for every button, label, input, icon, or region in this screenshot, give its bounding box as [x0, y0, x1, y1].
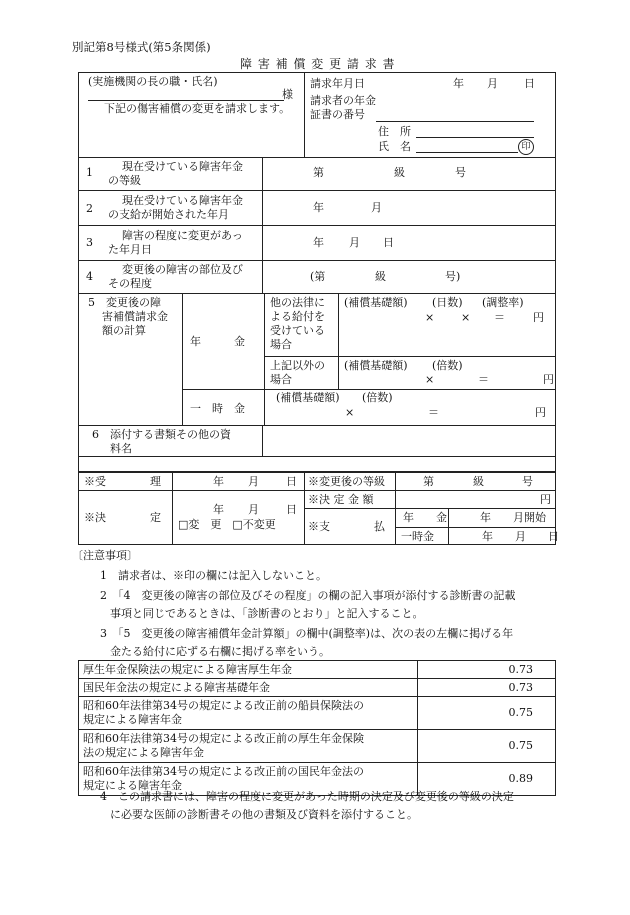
date-year-unit: 年	[453, 77, 464, 90]
f2-times: ×	[425, 373, 435, 386]
row2-tsuki: 月	[371, 201, 382, 214]
note-3-cont: 金たる給付に応ずる右欄に掲げる率をいう。	[110, 645, 330, 658]
row4-go: 号)	[445, 270, 461, 283]
date-day-unit: 日	[524, 77, 535, 90]
f2-equals: ＝	[478, 373, 489, 386]
f3-equals: ＝	[428, 406, 439, 419]
rate-label-cont: 規定による障害年金	[83, 779, 182, 792]
other-law-label-3: 受けている	[270, 324, 325, 337]
rate-label: 昭和60年法律第34号の規定による改正前の船員保険法の	[83, 699, 364, 712]
ichiji-label: 一 時 金	[190, 402, 245, 415]
date-label: 請求年月日	[310, 77, 365, 90]
row2-label: 現在受けている障害年金	[122, 194, 243, 207]
rate-value: 0.73	[508, 662, 533, 676]
row2-label-2: の支給が開始された年月	[108, 208, 229, 221]
henkougo-dai: 第	[423, 475, 434, 488]
shiharai-ichijikin: 一時金	[401, 530, 434, 543]
row4-number: 4	[86, 270, 93, 283]
f2-mult-label: (倍数)	[432, 359, 463, 372]
f1-times-1: ×	[425, 311, 435, 324]
form-title: 障 害 補 償 変 更 請 求 書	[240, 57, 396, 71]
kettei-kingaku-label: ※決 定 金 額	[308, 493, 374, 506]
uketsuke-label: ※受 理	[84, 475, 161, 488]
seal-mark: 印	[518, 139, 534, 155]
kettei-hi: 日	[286, 503, 297, 516]
note-3: 3 「5 変更後の障害補償年金計算額」の欄中(調整率)は、次の表の左欄に掲げる年	[100, 627, 514, 640]
row3-label: 障害の程度に変更があっ	[122, 229, 243, 242]
rate-label: 昭和60年法律第34号の規定による改正前の厚生年金保険	[83, 732, 364, 745]
note-4: 4 この請求書には、障害の程度に変更があった時期の決定及び変更後の等級の決定	[100, 790, 514, 803]
pension-no-label: 請求者の年金	[310, 94, 376, 107]
row3-nen: 年	[313, 236, 324, 249]
shiharai-ichijikin-date: 年 月 日	[482, 530, 559, 543]
rate-label: 昭和60年法律第34号の規定による改正前の国民年金法の	[83, 765, 364, 778]
henkou-checkboxes[interactable]: □変 更 □不変更	[178, 518, 276, 531]
f1-yen: 円	[533, 311, 544, 324]
kettei-nen: 年	[213, 503, 224, 516]
row5-label-2: 害補償請求金	[102, 310, 168, 323]
rate-row	[79, 661, 556, 679]
f3-yen: 円	[535, 406, 546, 419]
rate-table	[78, 660, 556, 796]
f1-days-label: (日数)	[432, 296, 463, 309]
henkougo-go: 号	[522, 475, 533, 488]
row3-label-2: た年月日	[108, 243, 152, 256]
agency-label: (実施機関の長の職・氏名)	[88, 75, 218, 88]
row4-label-2: その程度	[108, 277, 152, 290]
request-statement: 下記の傷害補償の変更を請求します。	[104, 102, 291, 115]
row1-number: 1	[86, 166, 93, 179]
nenkin-label: 年 金	[190, 335, 245, 348]
shiharai-label: ※支 払	[308, 520, 385, 533]
uketsuke-hi: 日	[286, 475, 297, 488]
row3-tsuki: 月	[349, 236, 360, 249]
pension-no-field[interactable]	[376, 121, 534, 122]
rate-value: 0.75	[508, 706, 533, 719]
f3-base-label: (補償基礎額)	[276, 391, 340, 404]
henkougo-kyu: 級	[473, 475, 484, 488]
uketsuke-nen: 年	[213, 475, 224, 488]
f1-times-2: ×	[461, 311, 471, 324]
row3-hi: 日	[383, 236, 394, 249]
kettei-tsuki: 月	[248, 503, 259, 516]
row2-number: 2	[86, 202, 93, 215]
note-2-cont: 事項と同じであるときは、「診断書のとおり」と記入すること。	[110, 607, 424, 620]
form-number: 別記第8号様式(第5条関係)	[72, 40, 211, 54]
row1-dai: 第	[313, 166, 324, 179]
rate-label: 国民年金法の規定による障害基礎年金	[83, 680, 270, 694]
name-label: 氏 名	[378, 140, 411, 153]
other-case-label: 上記以外の	[270, 359, 325, 372]
row5-label-3: 額の計算	[102, 324, 146, 337]
shiharai-nenkin: 年 金	[403, 511, 447, 524]
date-month-unit: 月	[487, 77, 498, 90]
other-law-label-2: よる給付を	[270, 310, 325, 323]
uketsuke-tsuki: 月	[248, 475, 259, 488]
row4-dai: (第	[310, 270, 326, 283]
f1-equals: ＝	[494, 311, 505, 324]
f2-base-label: (補償基礎額)	[344, 359, 408, 372]
f1-base-label: (補償基礎額)	[344, 296, 408, 309]
address-field[interactable]	[416, 137, 534, 138]
rate-label: 厚生年金保険法の規定による障害厚生年金	[83, 662, 292, 676]
other-law-label-4: 場合	[270, 338, 292, 351]
rate-row	[79, 697, 556, 730]
notes-heading: 〔注意事項〕	[72, 549, 138, 562]
pension-no-label-2: 証書の番号	[310, 108, 365, 121]
rate-row	[79, 730, 556, 763]
note-4-cont: に必要な医師の診断書その他の書類及び資料を添付すること。	[110, 808, 418, 821]
shiharai-nenkin-start: 年 月開始	[480, 511, 546, 524]
other-case-label-2: 場合	[270, 373, 292, 386]
rate-row	[79, 679, 556, 697]
row1-go: 号	[455, 166, 466, 179]
name-field[interactable]	[416, 152, 518, 153]
kettei-kingaku-yen: 円	[540, 493, 551, 506]
row1-kyu: 級	[394, 166, 405, 179]
note-2: 2 「4 変更後の障害の部位及びその程度」の欄の記入事項が添付する診断書の記載	[100, 589, 516, 602]
rate-value: 0.75	[508, 739, 533, 752]
sama-label: 様	[282, 88, 293, 101]
row1-label-2: の等級	[108, 174, 141, 187]
henkougo-label: ※変更後の等級	[308, 475, 385, 488]
row4-label: 変更後の障害の部位及び	[122, 263, 243, 276]
row5-label: 5 変更後の障	[88, 296, 161, 309]
rate-label-cont: 法の規定による障害年金	[83, 746, 204, 759]
row6-label-2: 料名	[110, 442, 132, 455]
row1-label: 現在受けている障害年金	[122, 160, 243, 173]
other-law-label: 他の法律に	[270, 296, 325, 309]
f1-adj-label: (調整率)	[482, 296, 524, 309]
f3-mult-label: (倍数)	[362, 391, 393, 404]
row3-number: 3	[86, 236, 93, 249]
rate-label-cont: 規定による障害年金	[83, 713, 182, 726]
f3-times: ×	[345, 406, 355, 419]
row2-nen: 年	[313, 201, 324, 214]
address-label: 住 所	[378, 125, 411, 138]
f2-yen: 円	[543, 373, 554, 386]
rate-value: 0.73	[508, 680, 533, 694]
rate-value: 0.89	[508, 772, 533, 785]
kettei-label: ※決 定	[84, 511, 161, 524]
row4-kyu: 級	[375, 270, 386, 283]
note-1: 1 請求者は、※印の欄には記入しないこと。	[100, 569, 327, 582]
row6-label: 6 添付する書類その他の資	[92, 428, 231, 441]
